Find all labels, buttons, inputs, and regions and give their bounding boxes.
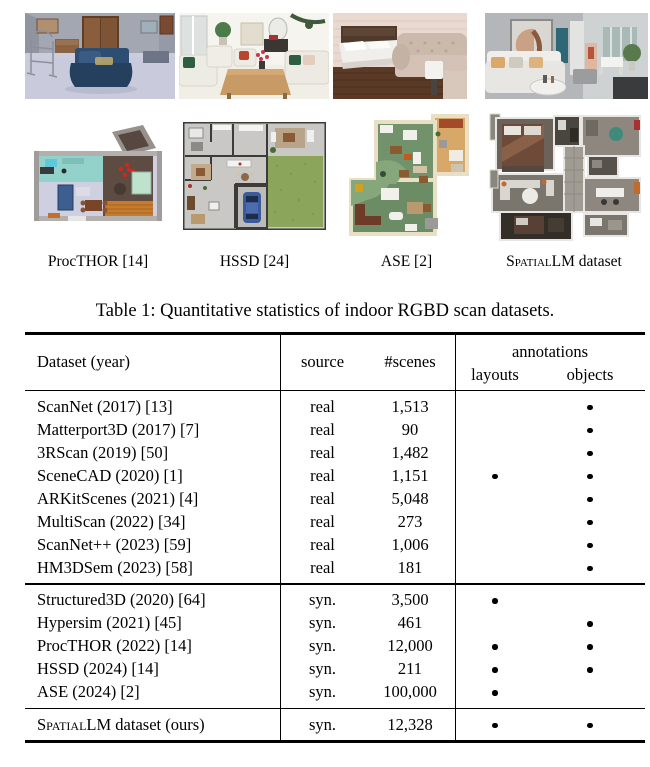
dataset-name-smallcaps: SpatialLM (37, 714, 112, 734)
dataset-name: SceneCAD (2020) [1] (37, 465, 183, 485)
table-group-real (25, 391, 645, 583)
dataset-name: ASE (2024) [2] (37, 682, 140, 701)
annotation-dot (587, 543, 593, 549)
table-bottomrule (25, 740, 645, 743)
dataset-name: HSSD (2024) [14] (37, 659, 159, 678)
dataset-name: HM3DSem (2023) [58] (37, 557, 193, 577)
source-value: syn. (308, 682, 337, 701)
hssd-floorplan (183, 122, 326, 230)
scenes-count: 1,151 (391, 465, 429, 485)
objects-flag (535, 512, 645, 532)
ase-floorplan (343, 112, 470, 238)
objects-flag (535, 443, 645, 463)
table-title: Table 1: Quantitative statistics of indoor RGBD scan datasets. (95, 301, 555, 321)
header-annotation-subcolumns (455, 365, 645, 385)
source-value: real (310, 442, 335, 462)
scenes-count: 1,482 (391, 442, 429, 462)
objects-flag (535, 636, 645, 656)
header-source: source (300, 351, 345, 371)
table-row (25, 681, 645, 704)
objects-flag (535, 659, 645, 679)
objects-flag (535, 489, 645, 509)
header-dataset: Dataset (year) (37, 351, 130, 371)
annotation-dot (587, 474, 593, 480)
table-group-ours (25, 709, 645, 740)
annotation-dot (587, 723, 593, 729)
objects-flag (535, 420, 645, 440)
scenes-count: 461 (397, 613, 423, 632)
column-separator (280, 709, 281, 740)
caption-spatiallm (478, 253, 650, 271)
annotation-dot (587, 520, 593, 526)
header-objects: objects (566, 364, 614, 384)
dataset-name: SpatialLM dataset (ours) (37, 714, 205, 734)
dataset-name: ProcTHOR (2022) [14] (37, 636, 192, 655)
table-row (25, 612, 645, 635)
layouts-flag (455, 636, 535, 656)
layouts-flag (455, 659, 535, 679)
source-value: real (310, 396, 335, 416)
table-row (25, 713, 645, 736)
source-value: syn. (308, 636, 337, 655)
table-row (25, 464, 645, 487)
objects-flag (535, 558, 645, 578)
source-value: real (310, 557, 335, 577)
layouts-flag (455, 682, 535, 702)
annotation-dot (492, 474, 498, 480)
annotation-dot (587, 405, 593, 411)
source-value: real (310, 419, 335, 439)
header-scenes: #scenes (384, 351, 436, 371)
source-value: real (310, 534, 335, 554)
dataset-name: MultiScan (2022) [34] (37, 511, 186, 531)
scenes-count: 3,500 (391, 590, 429, 609)
annotation-dot (492, 598, 498, 604)
annotation-dot (587, 566, 593, 572)
scenes-count: 1,513 (391, 396, 429, 416)
dataset-name: ARKitScenes (2021) [4] (37, 488, 199, 508)
layouts-flag (455, 590, 535, 610)
scenes-count: 273 (397, 511, 423, 531)
dataset-name: Structured3D (2020) [64] (37, 590, 206, 609)
annotation-dot (587, 428, 593, 434)
table-row (25, 418, 645, 441)
objects-flag (535, 715, 645, 735)
objects-flag (535, 466, 645, 486)
caption-smallcaps: SpatialLM (506, 253, 575, 270)
column-separator (280, 391, 281, 583)
source-value: syn. (308, 714, 337, 734)
ase-room-render (333, 13, 467, 99)
table-row (25, 510, 645, 533)
table-row (25, 635, 645, 658)
scenes-count: 12,328 (387, 714, 433, 734)
table-row (25, 441, 645, 464)
annotation-dot (492, 690, 498, 696)
table-row (25, 487, 645, 510)
caption-text: dataset (574, 253, 622, 270)
dataset-name: ScanNet++ (2023) [59] (37, 534, 192, 554)
source-value: syn. (308, 590, 337, 609)
caption-procthor (28, 253, 168, 271)
scenes-count: 100,000 (383, 682, 437, 701)
caption-hssd (183, 253, 326, 271)
procthor-room-render (25, 13, 175, 99)
source-value: real (310, 488, 335, 508)
source-value: real (310, 465, 335, 485)
table-row (25, 533, 645, 556)
table-row (25, 589, 645, 612)
statistics-table (25, 332, 645, 743)
caption-text: ASE [2] (380, 253, 433, 270)
scenes-count: 12,000 (387, 636, 433, 655)
spatiallm-floorplan (488, 108, 648, 242)
annotation-dot (587, 644, 593, 650)
column-separator (280, 335, 281, 390)
header-annotations: annotations (511, 341, 589, 361)
annotation-dot (587, 667, 593, 673)
table-row (25, 395, 645, 418)
scenes-count: 181 (397, 557, 423, 577)
column-separator (455, 585, 456, 708)
dataset-name: Hypersim (2021) [45] (37, 613, 182, 632)
annotation-dot (492, 644, 498, 650)
objects-flag (535, 397, 645, 417)
annotation-dot (492, 667, 498, 673)
table-header (25, 335, 645, 390)
caption-text: HSSD [24] (219, 253, 290, 270)
scenes-count: 211 (397, 659, 423, 678)
dataset-name: Matterport3D (2017) [7] (37, 419, 200, 439)
layouts-flag (455, 466, 535, 486)
table-row (25, 658, 645, 681)
layouts-flag (455, 715, 535, 735)
caption-ase (343, 253, 470, 271)
spatiallm-room-render (485, 13, 648, 99)
scenes-count: 5,048 (391, 488, 429, 508)
source-value: syn. (308, 659, 337, 678)
table-row (25, 556, 645, 579)
objects-flag (535, 535, 645, 555)
caption-text: ProcTHOR [14] (47, 253, 149, 270)
annotation-dot (492, 723, 498, 729)
column-separator (280, 585, 281, 708)
annotation-dot (587, 497, 593, 503)
header-layouts: layouts (471, 364, 519, 384)
annotation-dot (587, 621, 593, 627)
column-separator (455, 709, 456, 740)
scenes-count: 90 (401, 419, 419, 439)
procthor-floorplan (28, 125, 168, 227)
annotation-dot (587, 451, 593, 457)
dataset-name: ScanNet (2017) [13] (37, 396, 173, 416)
objects-flag (535, 613, 645, 633)
source-value: real (310, 511, 335, 531)
column-separator (455, 335, 456, 390)
column-separator (455, 391, 456, 583)
scenes-count: 1,006 (391, 534, 429, 554)
hssd-room-render (179, 13, 329, 99)
table-group-synthetic (25, 585, 645, 708)
source-value: syn. (308, 613, 337, 632)
dataset-name: 3RScan (2019) [50] (37, 442, 169, 462)
